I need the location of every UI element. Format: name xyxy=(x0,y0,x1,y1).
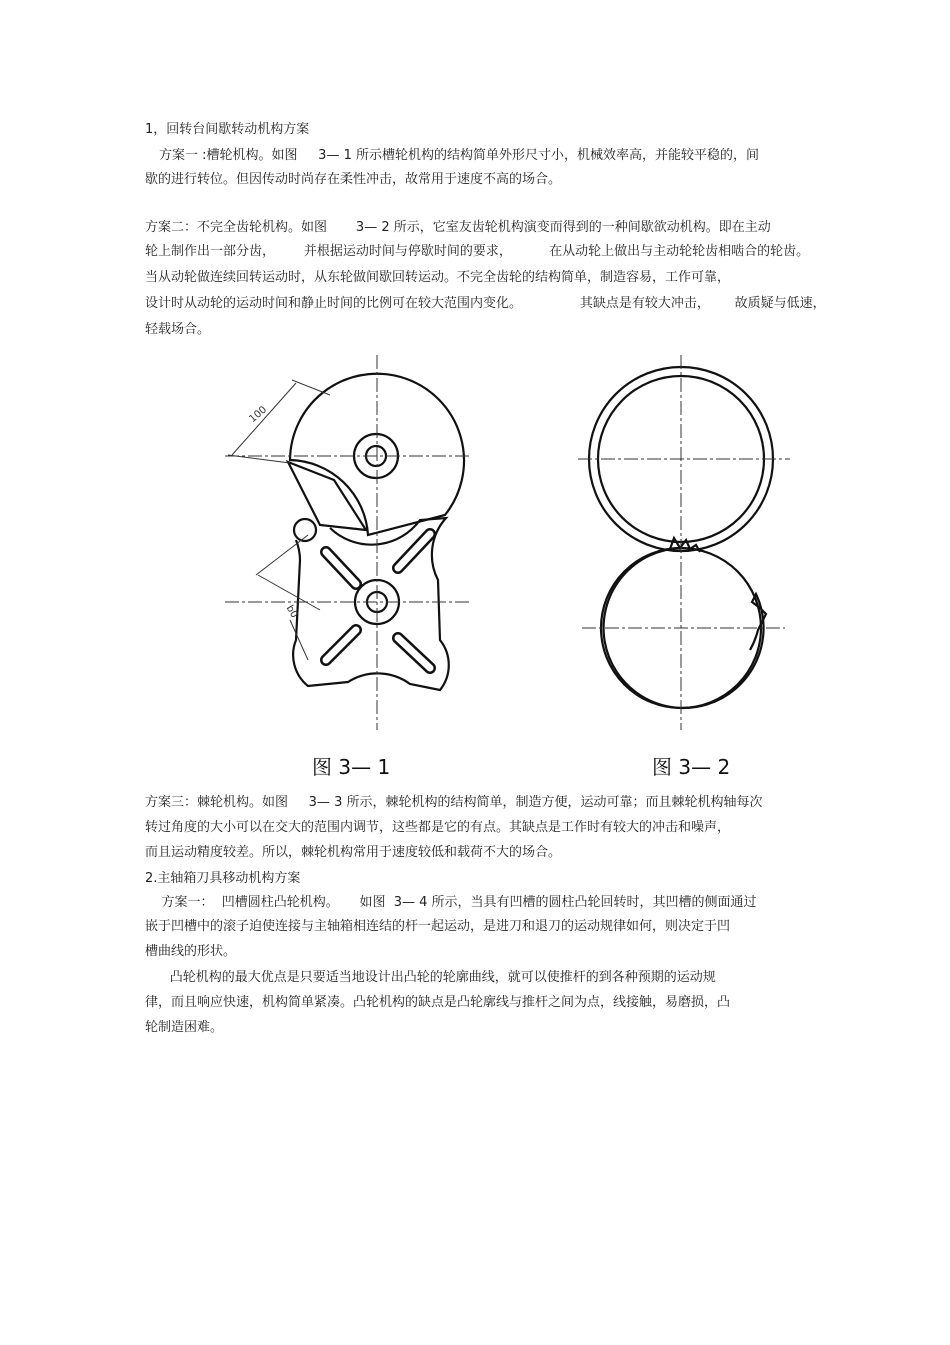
figure-3-1-caption: 图 3— 1 xyxy=(312,755,391,779)
scheme3-line-2: 转过角度的大小可以在交大的范围内调节，这些都是它的有点。其缺点是工作时有较大的冲击和噪声， xyxy=(145,820,731,835)
section2-heading: 2.主轴箱刀具移动机构方案 xyxy=(145,871,301,886)
scheme2-line-1: 方案二：不完全齿轮机构。如图 3— 2 所示，它室友齿轮机构演变而得到的一种间歇欲动机构。即在主动 xyxy=(145,220,771,235)
scheme2-line-2: 轮上制作出一部分齿， 并根据运动时间与停歇时间的要求， 在从动轮上做出与主动轮轮齿相啮合的轮齿。 xyxy=(145,244,810,259)
scheme1-line-2: 歇的进行转位。但因传动时尚存在柔性冲击，故常用于速度不高的场合。 xyxy=(145,172,562,187)
dimension-label-bottom: b0 xyxy=(283,603,300,621)
scheme2-line-3: 当从动轮做连续回转运动时，从东轮做间歇回转运动。不完全齿轮的结构简单，制造容易，工作可靠， xyxy=(145,270,731,285)
section2-scheme1-line-3: 槽曲线的形状。 xyxy=(145,944,237,959)
scheme3-line-1: 方案三：棘轮机构。如图 3— 3 所示，棘轮机构的结构简单，制造方便，运动可靠；而且棘轮机构轴每次 xyxy=(145,795,763,810)
scheme3-line-3: 而且运动精度较差。所以，棘轮机构常用于速度较低和载荷不大的场合。 xyxy=(145,845,562,860)
section2-scheme1-line-1: 方案一： 凹槽圆柱凸轮机构。 如图 3— 4 所示，当具有凹槽的圆柱凸轮回转时，其凹槽的侧面通过 xyxy=(145,895,757,910)
dimension-label-top: 100 xyxy=(247,404,270,426)
scheme1-line-1: 方案一 :槽轮机构。如图 3— 1 所示槽轮机构的结构简单外形尺寸小，机械效率高，并能较平稳的，间 xyxy=(159,148,759,163)
cam-paragraph-line-1: 凸轮机构的最大优点是只要适当地设计出凸轮的轮廓曲线，就可以使推杆的到各种预期的运动规 xyxy=(145,970,716,985)
section1-heading: 1，回转台间歇转动机构方案 xyxy=(145,122,310,137)
figure-3-2-caption: 图 3— 2 xyxy=(652,755,731,779)
cam-paragraph-line-2: 律，而且响应快速，机构简单紧凑。凸轮机构的缺点是凸轮廓线与推杆之间为点，线接触，易磨损，凸 xyxy=(145,995,731,1010)
cam-paragraph-line-3: 轮制造困难。 xyxy=(145,1020,224,1035)
scheme2-line-4: 设计时从动轮的运动时间和静止时间的比例可在较大范围内变化。 其缺点是有较大冲击， 故质疑与低速， xyxy=(145,296,826,311)
section2-scheme1-line-2: 嵌于凹槽中的滚子迫使连接与主轴箱相连结的杆一起运动，是进刀和退刀的运动规律如何，则决定于凹 xyxy=(145,919,731,934)
scheme2-line-5: 轻载场合。 xyxy=(145,322,211,337)
